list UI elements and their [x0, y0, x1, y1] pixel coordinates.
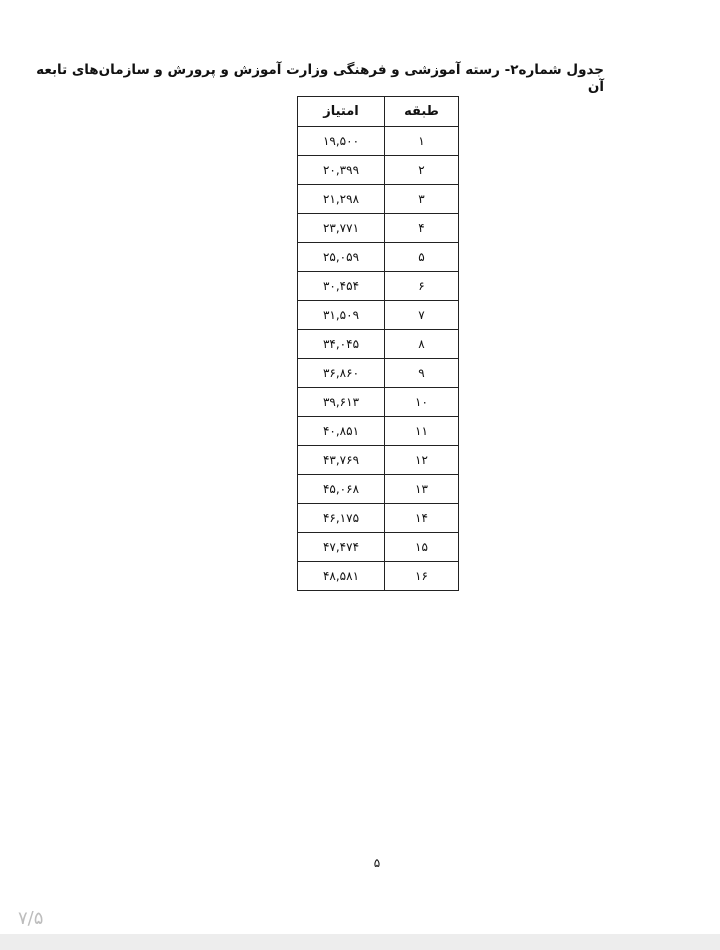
cell-class: ۲: [385, 156, 459, 185]
table-row: [298, 185, 459, 214]
table-row: [298, 272, 459, 301]
cell-class: ۱۱: [385, 417, 459, 446]
cell-class: ۱۶: [385, 562, 459, 591]
table-row: [298, 156, 459, 185]
table-row: [298, 533, 459, 562]
table-row: [298, 243, 459, 272]
page-number: ۵: [373, 856, 381, 870]
table-row: [298, 388, 459, 417]
page-title-line-2: آن: [587, 79, 604, 95]
page-title-line-1: جدول شماره۲- رسته آموزشی و فرهنگی وزارت آموزش و پرورش و سازمان‌های تابعه: [36, 62, 604, 78]
table-row: [298, 127, 459, 156]
header-score: امتیاز: [298, 97, 385, 127]
cell-score: ۴۵,۰۶۸: [298, 475, 385, 504]
cell-score: ۲۵,۰۵۹: [298, 243, 385, 272]
cell-score: ۳۹,۶۱۳: [298, 388, 385, 417]
cell-score: ۳۶,۸۶۰: [298, 359, 385, 388]
cell-class: ۱: [385, 127, 459, 156]
bottom-strip: [0, 934, 720, 950]
cell-score: ۴۶,۱۷۵: [298, 504, 385, 533]
cell-score: ۲۱,۲۹۸: [298, 185, 385, 214]
cell-class: ۶: [385, 272, 459, 301]
header-class: طبقه: [385, 97, 459, 127]
grade-score-table: [297, 96, 459, 591]
cell-score: ۳۱,۵۰۹: [298, 301, 385, 330]
table-row: [298, 330, 459, 359]
table-row: [298, 562, 459, 591]
cell-class: ۹: [385, 359, 459, 388]
table-header-row: [298, 97, 459, 127]
table-row: [298, 446, 459, 475]
cell-score: ۱۹,۵۰۰: [298, 127, 385, 156]
cell-class: ۷: [385, 301, 459, 330]
table-row: [298, 504, 459, 533]
table-row: [298, 301, 459, 330]
cell-score: ۴۳,۷۶۹: [298, 446, 385, 475]
cell-class: ۱۴: [385, 504, 459, 533]
cell-class: ۱۰: [385, 388, 459, 417]
table-row: [298, 359, 459, 388]
page-title: [0, 62, 604, 96]
cell-score: ۲۰,۳۹۹: [298, 156, 385, 185]
cell-class: ۱۳: [385, 475, 459, 504]
table-row: [298, 475, 459, 504]
table-row: [298, 214, 459, 243]
cell-score: ۴۰,۸۵۱: [298, 417, 385, 446]
cell-score: ۴۷,۴۷۴: [298, 533, 385, 562]
cell-class: ۱۵: [385, 533, 459, 562]
cell-score: ۳۰,۴۵۴: [298, 272, 385, 301]
cell-class: ۳: [385, 185, 459, 214]
cell-class: ۵: [385, 243, 459, 272]
cell-class: ۱۲: [385, 446, 459, 475]
corner-mark: ۷/۵: [18, 908, 44, 929]
cell-score: ۴۸,۵۸۱: [298, 562, 385, 591]
table-row: [298, 417, 459, 446]
cell-class: ۸: [385, 330, 459, 359]
cell-score: ۲۳,۷۷۱: [298, 214, 385, 243]
cell-class: ۴: [385, 214, 459, 243]
cell-score: ۳۴,۰۴۵: [298, 330, 385, 359]
table-body: [298, 127, 459, 591]
